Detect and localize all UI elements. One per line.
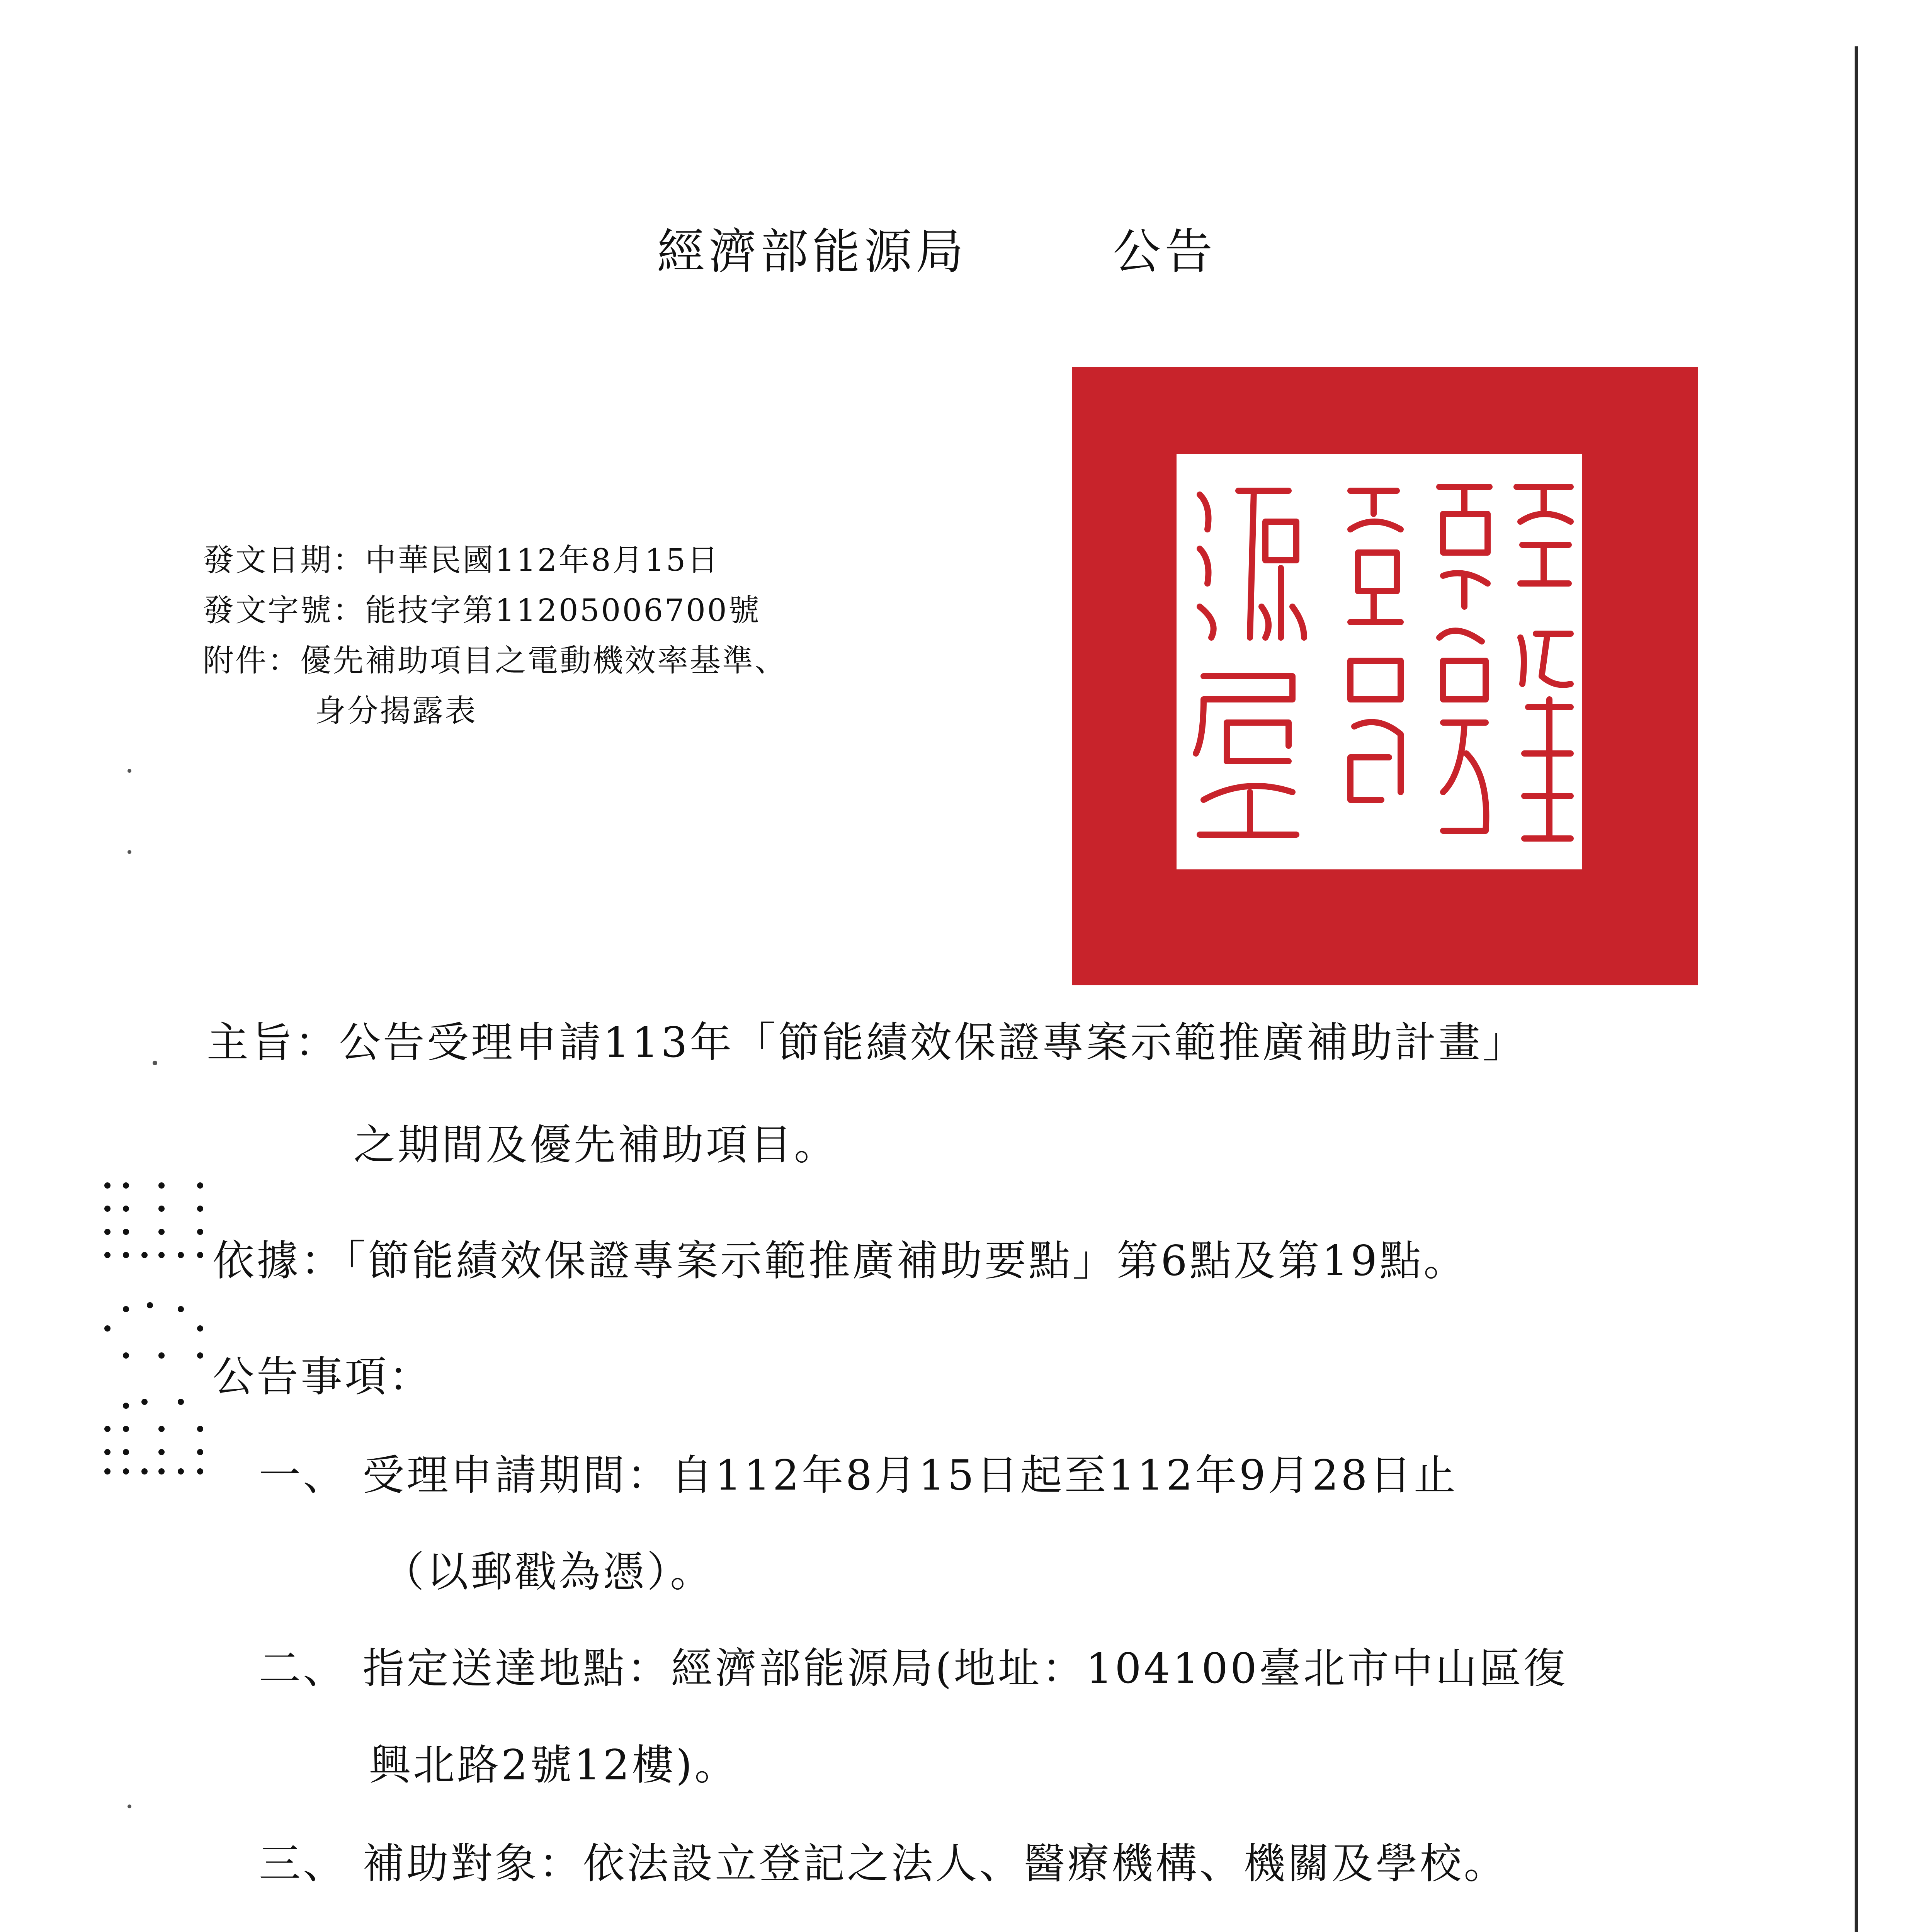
subject-line-1: 主旨：公告受理申請113年「節能績效保證專案示範推廣補助計畫」 [207,1019,1527,1067]
scan-speck [153,1061,157,1065]
announcements-heading: 公告事項： [213,1353,433,1401]
item-2-line-1: 二、 指定送達地點：經濟部能源局(地址：104100臺北市中山區復 [259,1645,1568,1693]
binding-holes [104,1182,216,1476]
item-1-line-1: 一、 受理申請期間：自112年8月15日起至112年9月28日止 [259,1451,1458,1500]
subject-line-2: 之期間及優先補助項目。 [354,1121,838,1169]
official-seal-image [1072,367,1698,985]
agency-name: 經濟部能源局 [657,224,968,280]
attachment-line-1: 附件：優先補助項目之電動機效率基準、 [203,643,787,679]
item-2-line-2: 興北路2號12樓)。 [369,1741,739,1789]
scan-edge-right [1855,46,1858,1932]
scan-speck [128,1804,131,1808]
scan-speck [128,850,131,854]
attachment-line-2: 身分揭露表 [315,693,477,729]
item-1-line-2: （以郵戳為憑）。 [383,1548,714,1596]
issue-date: 發文日期：中華民國112年8月15日 [203,542,720,578]
issue-number: 發文字號：能技字第11205006700號 [203,592,761,628]
item-3-line: 三、 補助對象：依法設立登記之法人、醫療機構、機關及學校。 [259,1840,1508,1888]
scan-speck [128,769,131,773]
basis-line: 依據：「節能績效保證專案示範推廣補助要點」第6點及第19點。 [213,1237,1468,1285]
document-type: 公告 [1113,224,1217,280]
